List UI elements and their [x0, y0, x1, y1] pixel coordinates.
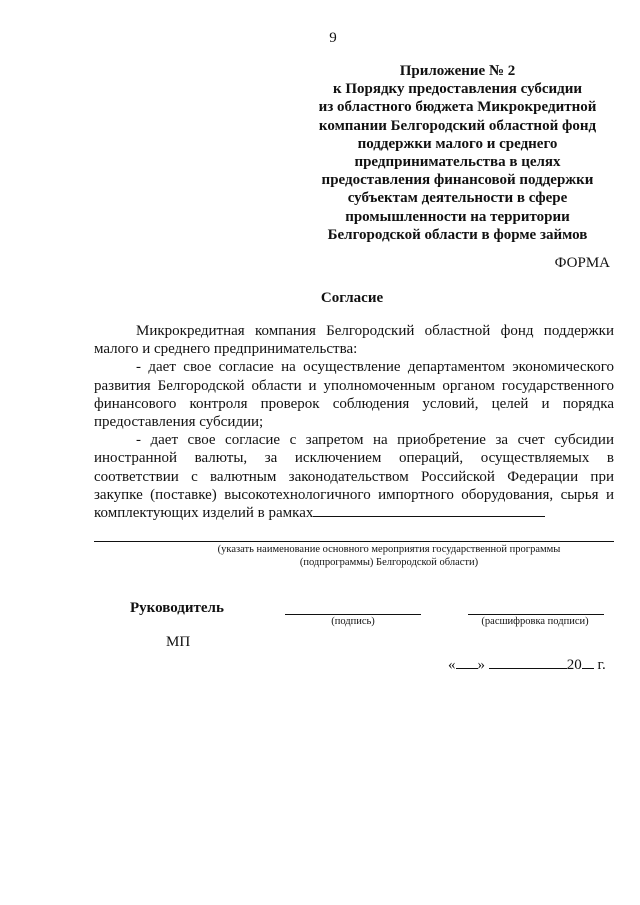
year-blank[interactable] — [582, 656, 594, 669]
appendix-line: предоставления финансовой поддержки — [321, 172, 594, 189]
appendix-line: компании Белгородский областной фонд — [318, 117, 597, 134]
hint-line: (указать наименование основного мероприятия государственной программы — [217, 544, 561, 555]
document-title: Согласие — [320, 290, 384, 306]
consent-body — [94, 322, 614, 522]
appendix-line: Приложение № 2 — [399, 63, 516, 79]
form-label: ФОРМА — [554, 255, 610, 271]
signature-decoding-caption: (расшифровка подписи) — [481, 616, 589, 627]
date-close-quote: » — [477, 657, 485, 673]
appendix-line: к Порядку предоставления субсидии — [332, 81, 583, 98]
program-name-hint — [94, 543, 614, 569]
appendix-line: предпринимательства в целях — [354, 154, 561, 171]
program-name-blank[interactable] — [313, 504, 545, 517]
appendix-line: промышленности на территории — [345, 208, 570, 225]
body-paragraph-control: - дает свое согласие на осуществление департаментом экономического развития Белгородской области и уполномоченным органом государственного финансового контроля проверок соблюдения условий, целей и порядка предоставления субсидии; — [94, 359, 614, 431]
page-number: 9 — [329, 30, 337, 46]
body-paragraph-currency — [94, 431, 614, 522]
date-row — [448, 656, 606, 674]
signature-decoding-line[interactable] — [468, 614, 604, 615]
body-paragraph-intro: Микрокредитная компания Белгородский областной фонд поддержки малого и среднего предпринимательства: — [94, 323, 614, 358]
appendix-line: поддержки малого и среднего — [357, 135, 558, 152]
head-label: Руководитель — [130, 600, 224, 616]
year-suffix: г. — [597, 657, 606, 673]
month-blank[interactable] — [489, 656, 567, 669]
appendix-line: субъектам деятельности в сфере — [347, 190, 568, 207]
body-paragraph-currency-text: - дает свое согласие с запретом на приобретение за счет субсидии иностранной валюты, за исключением операций, осуществляемых в соответствии с валютным законодательством Российской Федерации при закупке (поставке) высокотехнологичного импортного оборудования, сырья и комплектующих изделий в рамках — [94, 432, 614, 522]
date-open-quote: « — [448, 657, 456, 673]
appendix-header — [300, 62, 615, 244]
stamp-place: МП — [166, 634, 191, 650]
day-blank[interactable] — [456, 656, 478, 669]
appendix-line: Белгородской области в форме займов — [327, 226, 588, 243]
hint-line: (подпрограммы) Белгородской области) — [299, 557, 479, 568]
program-name-line[interactable] — [94, 541, 614, 542]
year-prefix: 20 — [566, 657, 582, 673]
appendix-line: из областного бюджета Микрокредитной — [318, 99, 597, 116]
signature-line[interactable] — [285, 614, 421, 615]
signature-caption: (подпись) — [331, 616, 375, 627]
